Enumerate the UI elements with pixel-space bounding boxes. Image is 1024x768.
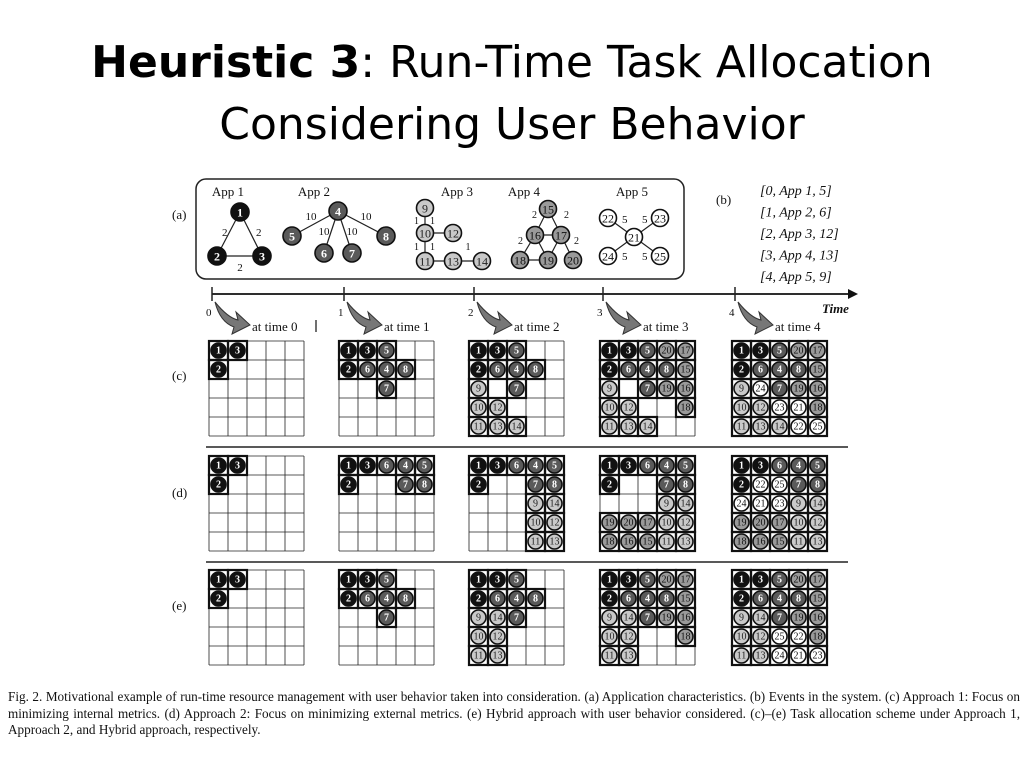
grid-task-e-2-label: 8 (533, 593, 538, 605)
grid-task-c-2-label: 6 (495, 364, 500, 376)
grid-task-c-1-label: 8 (403, 364, 408, 376)
grid-task-d-2-label: 11 (530, 536, 541, 548)
grid-task-d-3-label: 2 (607, 479, 612, 491)
grid-task-c-1-label: 6 (365, 364, 370, 376)
grid-task-d-2-label: 5 (552, 460, 557, 472)
grid-task-d-2-label: 6 (514, 460, 519, 472)
grid-task-d-3-label: 13 (680, 536, 691, 548)
grid-task-e-3-label: 19 (661, 612, 672, 624)
time-label: at time 4 (775, 319, 821, 334)
task-node-12-label: 12 (447, 226, 459, 241)
grid-task-c-4-label: 24 (755, 383, 766, 395)
edge-weight: 2 (222, 227, 228, 239)
grid-task-e-3-label: 9 (607, 612, 612, 624)
grid-task-d-2-label: 1 (476, 460, 481, 472)
grid-task-c-4-label: 22 (793, 421, 804, 433)
grid-task-c-3-label: 18 (680, 402, 691, 414)
grid-task-d-2-label: 9 (533, 498, 538, 510)
grid-task-d-1-label: 4 (403, 460, 408, 472)
grid-task-e-3-label: 10 (604, 631, 615, 643)
grid-task-e-4-label: 15 (812, 593, 823, 605)
grid-task-c-3-label: 1 (607, 345, 612, 357)
grid-task-d-3-label: 20 (623, 517, 634, 529)
grid-task-c-4-label: 16 (812, 383, 823, 395)
grid-task-c-1-label: 1 (346, 345, 351, 357)
grid-task-c-3-label: 20 (661, 345, 672, 357)
grid-task-c-4-label: 12 (755, 402, 766, 414)
timeline-tick-label: 2 (468, 307, 474, 319)
grid-task-e-2-label: 7 (514, 612, 519, 624)
grid-task-d-0-label: 2 (216, 479, 221, 491)
grid-task-e-0-label: 3 (235, 574, 240, 586)
grid-task-e-2-label: 2 (476, 593, 481, 605)
grid-task-d-2-label: 3 (495, 460, 500, 472)
grid-task-e-2-label: 3 (495, 574, 500, 586)
grid-task-d-1-label: 2 (346, 479, 351, 491)
grid-task-e-4-label: 18 (812, 631, 823, 643)
grid-task-c-3-label: 8 (664, 364, 669, 376)
grid-task-d-3-label: 16 (623, 536, 634, 548)
grid-task-e-2-label: 1 (476, 574, 481, 586)
grid-task-e-3-label: 13 (623, 650, 634, 662)
grid-task-c-2-label: 5 (514, 345, 519, 357)
time-arrow-icon (215, 302, 250, 334)
grid-task-d-4-label: 8 (815, 479, 820, 491)
grid-task-d-2-label: 12 (549, 517, 560, 529)
grid-task-c-3-label: 2 (607, 364, 612, 376)
grid-task-c-4-label: 2 (739, 364, 744, 376)
grid-task-c-4-label: 23 (774, 402, 785, 414)
grid-task-d-4-label: 19 (736, 517, 747, 529)
edge-weight: 10 (346, 226, 358, 238)
grid-task-e-1-label: 3 (365, 574, 370, 586)
event-2: [2, App 3, 12] (760, 227, 839, 242)
grid-task-c-4-label: 20 (793, 345, 804, 357)
edge-weight: 5 (642, 251, 648, 263)
grid-task-c-3-label: 10 (604, 402, 615, 414)
grid-task-c-1-label: 7 (384, 383, 389, 395)
grid-task-d-3-label: 10 (661, 517, 672, 529)
grid-task-d-4-label: 25 (774, 479, 785, 491)
grid-task-d-0-label: 1 (216, 460, 221, 472)
grid-task-e-4-label: 19 (793, 612, 804, 624)
grid-task-c-3-label: 9 (607, 383, 612, 395)
task-node-19-label: 19 (542, 253, 554, 268)
grid-task-d-1-label: 3 (365, 460, 370, 472)
grid-task-c-4-label: 4 (777, 364, 782, 376)
grid-task-d-2-label: 4 (533, 460, 538, 472)
task-node-2-label: 2 (214, 249, 220, 264)
grid-task-c-4-label: 9 (739, 383, 744, 395)
grid-task-c-4-label: 21 (793, 402, 804, 414)
grid-task-d-3-label: 12 (680, 517, 691, 529)
grid-task-d-3-label: 17 (642, 517, 653, 529)
grid-task-e-3-label: 17 (680, 574, 691, 586)
grid-task-d-3-label: 1 (607, 460, 612, 472)
grid-task-d-2-label: 14 (549, 498, 560, 510)
task-node-20-label: 20 (567, 253, 579, 268)
grid-task-c-3-label: 4 (645, 364, 650, 376)
task-node-8-label: 8 (383, 229, 389, 244)
task-node-11-label: 11 (419, 254, 431, 269)
grid-task-e-4-label: 2 (739, 593, 744, 605)
app-label-5: App 5 (615, 184, 649, 199)
grid-task-e-4-label: 17 (812, 574, 823, 586)
grid-task-e-4-label: 5 (777, 574, 782, 586)
task-node-21-label: 21 (628, 230, 640, 245)
timeline-tick-label: 1 (338, 307, 344, 319)
grid-task-c-4-label: 6 (758, 364, 763, 376)
edge-weight: 10 (305, 211, 317, 223)
grid-task-d-4-label: 13 (812, 536, 823, 548)
task-node-1-label: 1 (237, 205, 243, 220)
time-arrow-icon (738, 302, 773, 334)
grid-task-e-1-label: 2 (346, 593, 351, 605)
task-node-23-label: 23 (654, 211, 666, 226)
grid-task-d-3-label: 9 (664, 498, 669, 510)
task-node-5-label: 5 (289, 229, 295, 244)
task-node-10-label: 10 (419, 226, 431, 241)
grid-task-d-3-label: 18 (604, 536, 615, 548)
grid-task-d-4-label: 6 (777, 460, 782, 472)
grid-task-c-2-label: 10 (473, 402, 484, 414)
grid-task-e-0-label: 1 (216, 574, 221, 586)
time-label: at time 0 (252, 319, 298, 334)
grid-task-d-3-label: 11 (661, 536, 672, 548)
grid-task-d-3-label: 6 (645, 460, 650, 472)
grid-task-c-3-label: 11 (604, 421, 615, 433)
task-node-16-label: 16 (529, 228, 541, 243)
grid-task-e-2-label: 12 (492, 631, 503, 643)
grid-task-d-1-label: 6 (384, 460, 389, 472)
time-arrow-icon (606, 302, 641, 334)
grid-task-c-1-label: 5 (384, 345, 389, 357)
edge-weight: 2 (564, 210, 569, 221)
grid-task-d-1-label: 1 (346, 460, 351, 472)
task-node-15-label: 15 (542, 202, 554, 217)
grid-task-c-1-label: 3 (365, 345, 370, 357)
grid-task-e-1-label: 7 (384, 612, 389, 624)
grid-task-d-2-label: 8 (552, 479, 557, 491)
grid-task-e-4-label: 11 (736, 650, 747, 662)
grid-task-d-4-label: 16 (755, 536, 766, 548)
grid-task-d-3-label: 8 (683, 479, 688, 491)
event-1: [1, App 2, 6] (760, 205, 832, 221)
grid-task-c-2-label: 4 (514, 364, 519, 376)
grid-task-c-3-label: 17 (680, 345, 691, 357)
grid-task-c-4-label: 8 (796, 364, 801, 376)
task-node-25-label: 25 (654, 249, 666, 264)
grid-task-c-3-label: 13 (623, 421, 634, 433)
grid-task-e-2-label: 6 (495, 593, 500, 605)
grid-task-e-3-label: 2 (607, 593, 612, 605)
grid-task-e-1-label: 4 (384, 593, 389, 605)
grid-task-e-3-label: 4 (645, 593, 650, 605)
grid-task-d-4-label: 24 (736, 498, 747, 510)
grid-task-d-0-label: 3 (235, 460, 240, 472)
edge-weight: 1 (430, 242, 435, 253)
grid-task-e-1-label: 1 (346, 574, 351, 586)
grid-task-e-3-label: 5 (645, 574, 650, 586)
time-arrow-icon (347, 302, 382, 334)
grid-task-d-4-label: 15 (774, 536, 785, 548)
task-node-14-label: 14 (476, 254, 488, 269)
grid-task-d-4-label: 12 (812, 517, 823, 529)
grid-task-d-1-label: 8 (422, 479, 427, 491)
task-node-4-label: 4 (335, 204, 341, 219)
time-label: at time 3 (643, 319, 689, 334)
grid-task-e-1-label: 6 (365, 593, 370, 605)
grid-task-c-4-label: 19 (793, 383, 804, 395)
grid-task-c-3-label: 16 (680, 383, 691, 395)
timeline-arrowhead (848, 289, 858, 299)
grid-task-e-2-label: 11 (473, 650, 484, 662)
grid-task-c-4-label: 18 (812, 402, 823, 414)
grid-task-c-3-label: 5 (645, 345, 650, 357)
grid-task-c-3-label: 12 (623, 402, 634, 414)
grid-task-d-4-label: 9 (796, 498, 801, 510)
time-label: at time 2 (514, 319, 560, 334)
edge-weight: 2 (518, 236, 523, 247)
grid-task-e-4-label: 22 (793, 631, 804, 643)
grid-task-d-4-label: 5 (815, 460, 820, 472)
grid-task-d-4-label: 20 (755, 517, 766, 529)
grid-task-c-4-label: 25 (812, 421, 823, 433)
timeline-tick-label: 4 (729, 307, 735, 319)
grid-task-c-3-label: 15 (680, 364, 691, 376)
edge-weight: 1 (430, 216, 435, 227)
grid-task-d-4-label: 14 (812, 498, 823, 510)
grid-task-c-2-label: 8 (533, 364, 538, 376)
grid-task-c-0-label: 1 (216, 345, 221, 357)
panel-label-d: (d) (172, 485, 188, 500)
grid-task-c-4-label: 3 (758, 345, 763, 357)
grid-task-e-4-label: 9 (739, 612, 744, 624)
grid-task-e-4-label: 8 (796, 593, 801, 605)
grid-task-d-4-label: 22 (755, 479, 766, 491)
grid-task-d-1-label: 5 (422, 460, 427, 472)
grid-task-d-3-label: 19 (604, 517, 615, 529)
grid-task-e-4-label: 21 (793, 650, 804, 662)
grid-task-d-4-label: 11 (793, 536, 804, 548)
task-node-7-label: 7 (349, 246, 355, 261)
grid-task-e-4-label: 16 (812, 612, 823, 624)
grid-task-e-2-label: 13 (492, 650, 503, 662)
grid-task-e-3-label: 8 (664, 593, 669, 605)
grid-task-c-4-label: 5 (777, 345, 782, 357)
grid-task-e-4-label: 12 (755, 631, 766, 643)
grid-task-e-3-label: 1 (607, 574, 612, 586)
grid-task-e-2-label: 5 (514, 574, 519, 586)
grid-task-d-2-label: 13 (549, 536, 560, 548)
grid-task-c-4-label: 14 (774, 421, 785, 433)
grid-task-c-3-label: 3 (626, 345, 631, 357)
grid-task-e-2-label: 14 (492, 612, 503, 624)
grid-task-e-3-label: 14 (623, 612, 634, 624)
edge-weight: 1 (465, 242, 471, 253)
grid-task-e-2-label: 4 (514, 593, 519, 605)
grid-task-e-4-label: 25 (774, 631, 785, 643)
edge-weight: 1 (414, 242, 419, 253)
grid-task-e-3-label: 20 (661, 574, 672, 586)
task-node-3-label: 3 (259, 249, 265, 264)
grid-task-c-2-label: 11 (473, 421, 484, 433)
grid-task-e-4-label: 14 (755, 612, 766, 624)
panel-label-e: (e) (172, 598, 187, 613)
app-label-2: App 2 (297, 184, 331, 199)
grid-task-d-3-label: 15 (642, 536, 653, 548)
grid-task-d-4-label: 2 (739, 479, 744, 491)
grid-task-e-3-label: 11 (604, 650, 615, 662)
grid-task-c-4-label: 17 (812, 345, 823, 357)
grid-task-d-4-label: 1 (739, 460, 744, 472)
edge-weight: 10 (360, 211, 372, 223)
grid-task-c-2-label: 12 (492, 402, 503, 414)
grid-task-c-2-label: 13 (492, 421, 503, 433)
grid-task-e-4-label: 10 (736, 631, 747, 643)
task-node-22-label: 22 (602, 211, 614, 226)
grid-task-d-4-label: 18 (736, 536, 747, 548)
grid-task-c-1-label: 2 (346, 364, 351, 376)
grid-task-c-0-label: 2 (216, 364, 221, 376)
app-label-4: App 4 (507, 184, 541, 199)
grid-task-d-4-label: 17 (774, 517, 785, 529)
grid-task-c-4-label: 11 (736, 421, 747, 433)
grid-task-c-1-label: 4 (384, 364, 389, 376)
grid-task-e-4-label: 13 (755, 650, 766, 662)
figure-caption: Fig. 2. Motivational example of run-time resource management with user behavior taken into consideration. (a) Application characteristics. (b) Events in the system. (c) Approach 1: Focus on minimizing internal metrics. (d) Approach 2: Focus on minimizing external metrics. (e) Hybrid approach with user behavior considered. (c)–(e) Task allocation scheme under Approach 1, Approach 2, and Hybrid approach, respectively. (8, 689, 1020, 737)
grid-task-c-2-label: 1 (476, 345, 481, 357)
grid-task-d-4-label: 10 (793, 517, 804, 529)
grid-task-c-3-label: 6 (626, 364, 631, 376)
grid-task-e-4-label: 6 (758, 593, 763, 605)
grid-task-e-4-label: 7 (777, 612, 782, 624)
grid-task-e-3-label: 6 (626, 593, 631, 605)
grid-task-d-3-label: 3 (626, 460, 631, 472)
grid-task-d-3-label: 5 (683, 460, 688, 472)
grid-task-c-3-label: 7 (645, 383, 650, 395)
grid-task-c-0-label: 3 (235, 345, 240, 357)
grid-task-c-4-label: 13 (755, 421, 766, 433)
edge-weight: 1 (414, 216, 419, 227)
title-bold: Heuristic 3 (91, 37, 361, 88)
grid-task-c-4-label: 1 (739, 345, 744, 357)
grid-task-d-2-label: 2 (476, 479, 481, 491)
grid-task-d-3-label: 14 (680, 498, 691, 510)
time-label: at time 1 (384, 319, 430, 334)
app-label-3: App 3 (440, 184, 474, 199)
grid-task-d-4-label: 7 (796, 479, 801, 491)
grid-task-e-1-label: 5 (384, 574, 389, 586)
title-line-2: Considering User Behavior (219, 99, 805, 150)
grid-task-e-4-label: 4 (777, 593, 782, 605)
grid-task-e-4-label: 20 (793, 574, 804, 586)
grid-task-e-3-label: 15 (680, 593, 691, 605)
grid-task-d-2-label: 10 (530, 517, 541, 529)
timeline-axis-label: Time (822, 301, 849, 316)
grid-task-d-4-label: 4 (796, 460, 801, 472)
grid-task-e-3-label: 12 (623, 631, 634, 643)
grid-task-c-2-label: 7 (514, 383, 519, 395)
grid-task-d-1-label: 7 (403, 479, 408, 491)
panel-label-a: (a) (172, 207, 187, 222)
grid-task-c-2-label: 3 (495, 345, 500, 357)
grid-task-d-3-label: 4 (664, 460, 669, 472)
grid-task-e-4-label: 23 (812, 650, 823, 662)
edge-weight: 5 (622, 251, 628, 263)
grid-task-d-4-label: 3 (758, 460, 763, 472)
grid-task-e-0-label: 2 (216, 593, 221, 605)
grid-task-e-3-label: 7 (645, 612, 650, 624)
task-node-24-label: 24 (602, 249, 614, 264)
grid-task-e-3-label: 16 (680, 612, 691, 624)
edge-weight: 2 (237, 262, 243, 274)
grid-task-e-4-label: 24 (774, 650, 785, 662)
edge-weight: 5 (622, 214, 628, 226)
grid-task-e-2-label: 9 (476, 612, 481, 624)
title-rest: : Run-Time Task Allocation (360, 37, 933, 88)
event-4: [4, App 5, 9] (760, 270, 832, 285)
app-label-1: App 1 (211, 184, 245, 199)
grid-task-e-4-label: 3 (758, 574, 763, 586)
grid-task-d-4-label: 23 (774, 498, 785, 510)
grid-task-e-3-label: 3 (626, 574, 631, 586)
grid-task-d-4-label: 21 (755, 498, 766, 510)
grid-task-c-4-label: 7 (777, 383, 782, 395)
timeline-tick-label: 3 (597, 307, 603, 319)
panel-label-c: (c) (172, 368, 187, 383)
grid-task-c-3-label: 14 (642, 421, 653, 433)
timeline-tick-label: 0 (206, 307, 212, 319)
grid-task-c-3-label: 19 (661, 383, 672, 395)
time-arrow-icon (477, 302, 512, 334)
grid-task-c-4-label: 15 (812, 364, 823, 376)
edge-weight: 2 (574, 236, 579, 247)
grid-task-d-2-label: 7 (533, 479, 538, 491)
grid-task-e-4-label: 1 (739, 574, 744, 586)
grid-task-e-1-label: 8 (403, 593, 408, 605)
task-node-17-label: 17 (555, 228, 567, 243)
task-node-18-label: 18 (514, 253, 526, 268)
panel-label-b: (b) (716, 192, 732, 207)
event-0: [0, App 1, 5] (760, 184, 832, 199)
grid-task-d-3-label: 7 (664, 479, 669, 491)
edge-weight: 5 (642, 214, 648, 226)
grid-task-e-3-label: 18 (680, 631, 691, 643)
grid-task-e-2-label: 10 (473, 631, 484, 643)
grid-task-c-4-label: 10 (736, 402, 747, 414)
task-node-9-label: 9 (422, 201, 428, 216)
edge-weight: 2 (256, 227, 262, 239)
edge-weight: 10 (318, 226, 330, 238)
task-node-6-label: 6 (321, 246, 327, 261)
grid-task-c-2-label: 14 (511, 421, 522, 433)
grid-task-c-2-label: 2 (476, 364, 481, 376)
event-3: [3, App 4, 13] (760, 248, 839, 264)
edge-weight: 2 (532, 210, 537, 221)
grid-task-c-2-label: 9 (476, 383, 481, 395)
task-node-13-label: 13 (447, 254, 459, 269)
